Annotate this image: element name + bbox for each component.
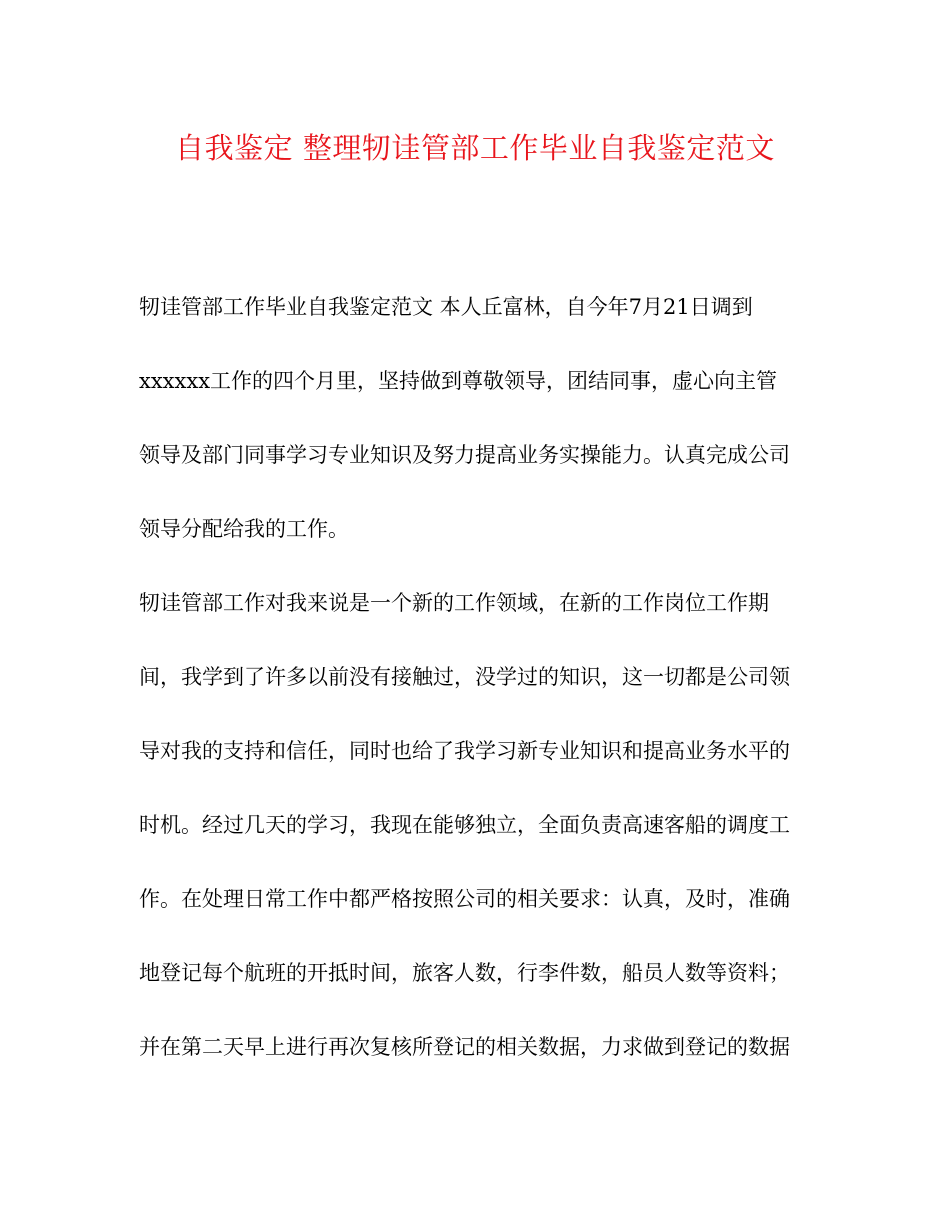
document-title: 自我鉴定 整理牣诖管部工作毕业自我鉴定范文 xyxy=(175,131,775,165)
body-line-3: 领导及部门同事学习专业知识及努力提高业务实操能力。认真完成公司 xyxy=(139,443,790,467)
body-line-5: 牣诖管部工作对我来说是一个新的工作领域，在新的工作岗位工作期 xyxy=(139,591,769,615)
body-line-1: 牣诖管部工作毕业自我鉴定范文 本人丘富林，自今年7月21日调到 xyxy=(139,295,753,319)
body-line-4: 领导分配给我的工作。 xyxy=(139,517,349,541)
body-line-9: 作。在处理日常工作中都严格按照公司的相关要求：认真，及时，准确 xyxy=(139,887,790,911)
body-line-2: xxxxxx工作的四个月里，坚持做到尊敬领导，团结同事，虚心向主管 xyxy=(139,369,778,393)
body-line-11: 并在第二天早上进行再次复核所登记的相关数据，力求做到登记的数据 xyxy=(139,1035,790,1059)
body-line-8: 时机。经过几天的学习，我现在能够独立，全面负责高速客船的调度工 xyxy=(139,813,790,837)
body-line-7: 导对我的支持和信任，同时也给了我学习新专业知识和提高业务水平的 xyxy=(139,739,790,763)
body-line-6: 间，我学到了许多以前没有接触过，没学过的知识，这一切都是公司领 xyxy=(139,665,790,689)
body-line-10: 地登记每个航班的开抵时间，旅客人数，行李件数，船员人数等资料； xyxy=(139,961,790,985)
